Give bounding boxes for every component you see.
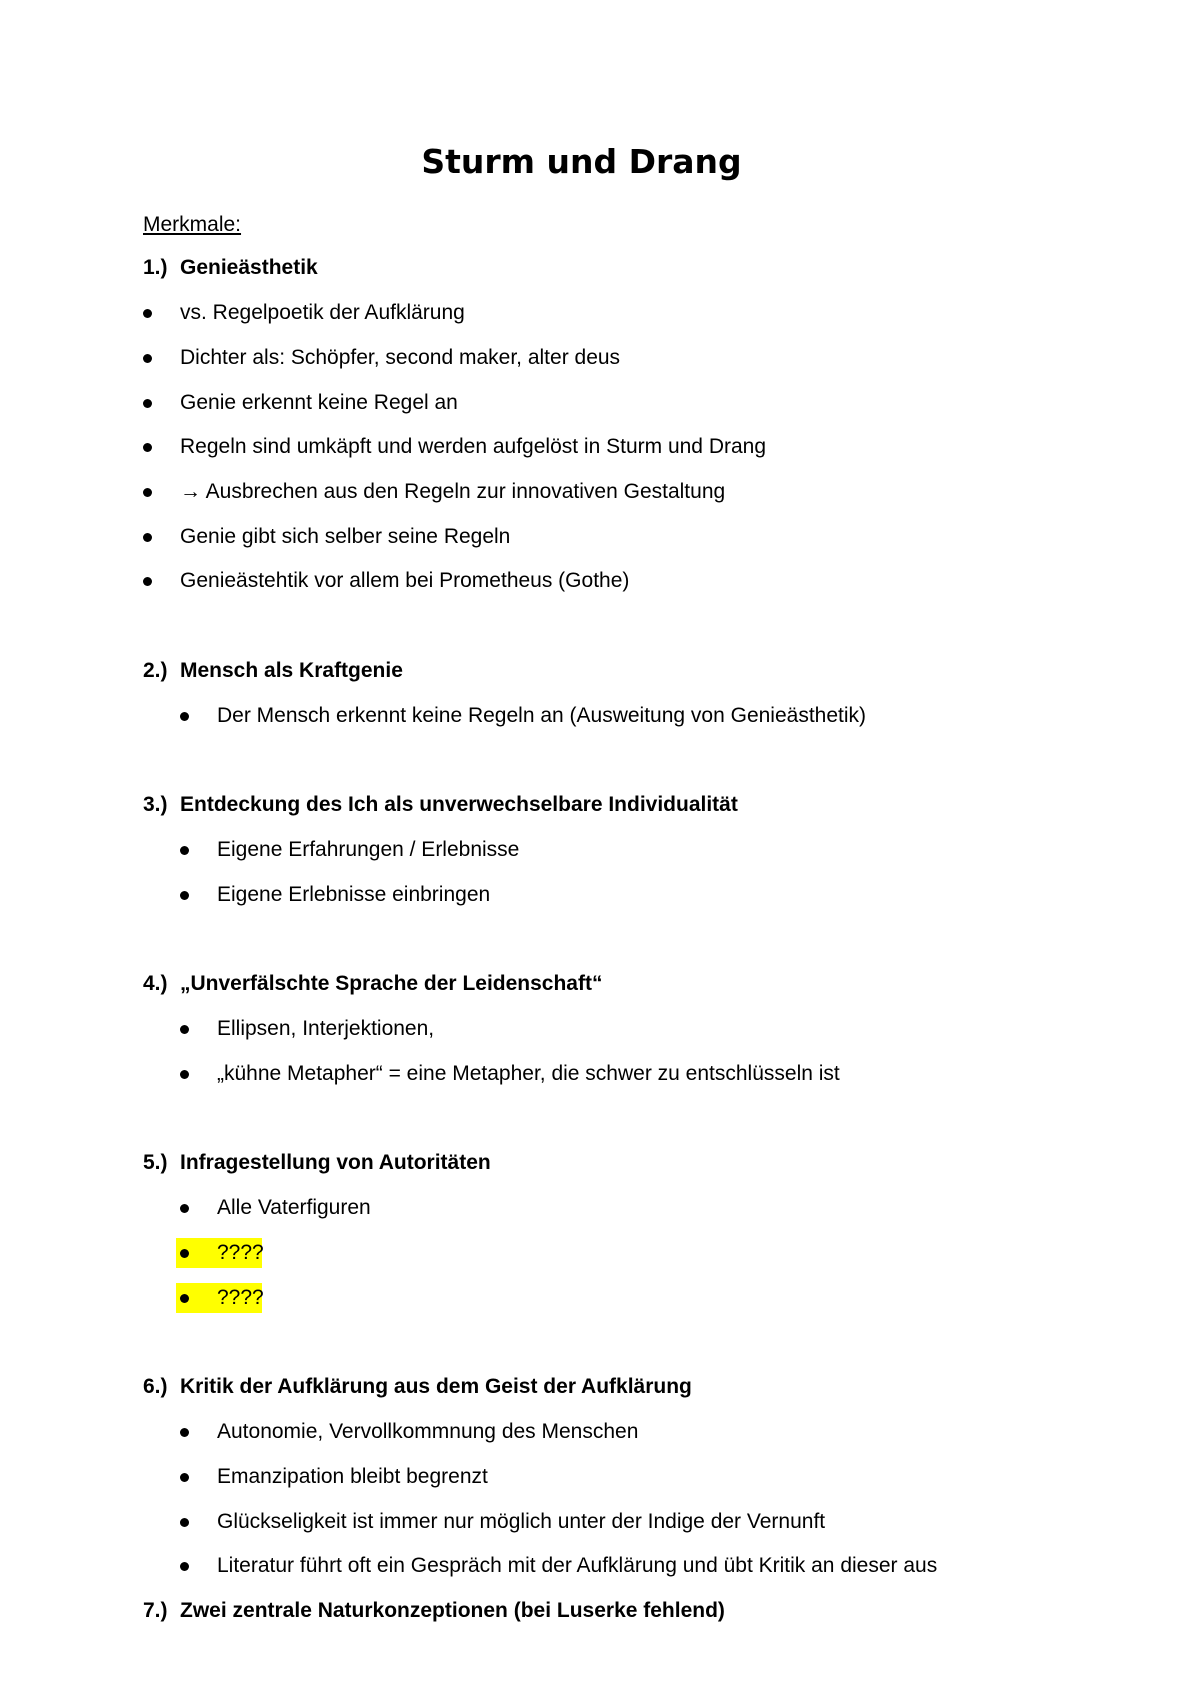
section-number: 5.) (143, 1151, 168, 1174)
section-number: 1.) (143, 256, 168, 279)
bullet-icon (180, 1518, 189, 1527)
section-title: Infragestellung von Autoritäten (180, 1151, 491, 1174)
highlighted-list-item (176, 1238, 262, 1268)
list-item-text: Emanzipation bleibt begrenzt (217, 1465, 488, 1488)
section-title: „Unverfälschte Sprache der Leidenschaft“ (180, 972, 603, 995)
section-number: 7.) (143, 1599, 168, 1622)
bullet-icon (143, 354, 152, 363)
list-item-text: → Ausbrechen aus den Regeln zur innovativen Gestaltung (180, 480, 726, 503)
list-item-text: Dichter als: Schöpfer, second maker, alter deus (180, 346, 621, 369)
list-item-text: Genieästehtik vor allem bei Prometheus (Gothe) (180, 569, 630, 592)
section-heading-4 (143, 969, 603, 999)
list-item-text: Der Mensch erkennt keine Regeln an (Ausweitung von Genieästhetik) (217, 704, 867, 727)
bullet-icon (180, 891, 189, 900)
bullet-icon (143, 533, 152, 542)
list-item-text: Regeln sind umkäpft und werden aufgelöst in Sturm und Drang (180, 435, 767, 458)
bullet-icon (143, 399, 152, 408)
bullet-icon (180, 1249, 189, 1258)
list-item-text: Eigene Erlebnisse einbringen (217, 883, 491, 906)
section-number: 3.) (143, 793, 168, 816)
list-item-text: Eigene Erfahrungen / Erlebnisse (217, 838, 520, 861)
section-heading-5 (143, 1148, 491, 1178)
bullet-icon (180, 1070, 189, 1079)
list-item-text: ???? (217, 1286, 264, 1309)
bullet-icon (180, 1294, 189, 1303)
list-item-text: Glückseligkeit ist immer nur möglich unter der Indige der Vernunft (217, 1510, 826, 1533)
bullet-icon (180, 1025, 189, 1034)
section-number: 6.) (143, 1375, 168, 1398)
section-number: 4.) (143, 972, 168, 995)
section-heading-6 (143, 1372, 692, 1402)
highlighted-list-item (176, 1283, 262, 1313)
section-heading-1 (143, 253, 318, 283)
list-item-text: ???? (217, 1241, 264, 1264)
bullet-icon (180, 846, 189, 855)
merkmale-label: Merkmale: (143, 213, 242, 236)
section-heading-2 (143, 656, 403, 686)
section-title: Kritik der Aufklärung aus dem Geist der Aufklärung (180, 1375, 692, 1398)
list-item-text: Alle Vaterfiguren (217, 1196, 371, 1219)
list-item-text: Ellipsen, Interjektionen, (217, 1017, 435, 1040)
list-item-text: vs. Regelpoetik der Aufklärung (180, 301, 465, 324)
list-item-text: Genie gibt sich selber seine Regeln (180, 525, 511, 548)
section-title: Zwei zentrale Naturkonzeptionen (bei Luserke fehlend) (180, 1599, 725, 1622)
bullet-icon (180, 1562, 189, 1571)
list-item-text: Genie erkennt keine Regel an (180, 391, 458, 414)
bullet-icon (143, 443, 152, 452)
page-title: Sturm und Drang (421, 142, 742, 181)
section-heading-7 (143, 1596, 725, 1626)
section-title: Genieästhetik (180, 256, 318, 279)
section-heading-3 (143, 790, 738, 820)
bullet-icon (180, 1473, 189, 1482)
section-title: Mensch als Kraftgenie (180, 659, 403, 682)
bullet-icon (143, 488, 152, 497)
bullet-icon (143, 577, 152, 586)
list-item-text: „kühne Metapher“ = eine Metapher, die schwer zu entschlüsseln ist (217, 1062, 840, 1085)
list-item-text: Autonomie, Vervollkommnung des Menschen (217, 1420, 639, 1443)
section-number: 2.) (143, 659, 168, 682)
bullet-icon (180, 1428, 189, 1437)
bullet-icon (180, 712, 189, 721)
bullet-icon (143, 309, 152, 318)
list-item-text: Literatur führt oft ein Gespräch mit der Aufklärung und übt Kritik an dieser aus (217, 1554, 938, 1577)
bullet-icon (180, 1204, 189, 1213)
section-title: Entdeckung des Ich als unverwechselbare Individualität (180, 793, 738, 816)
